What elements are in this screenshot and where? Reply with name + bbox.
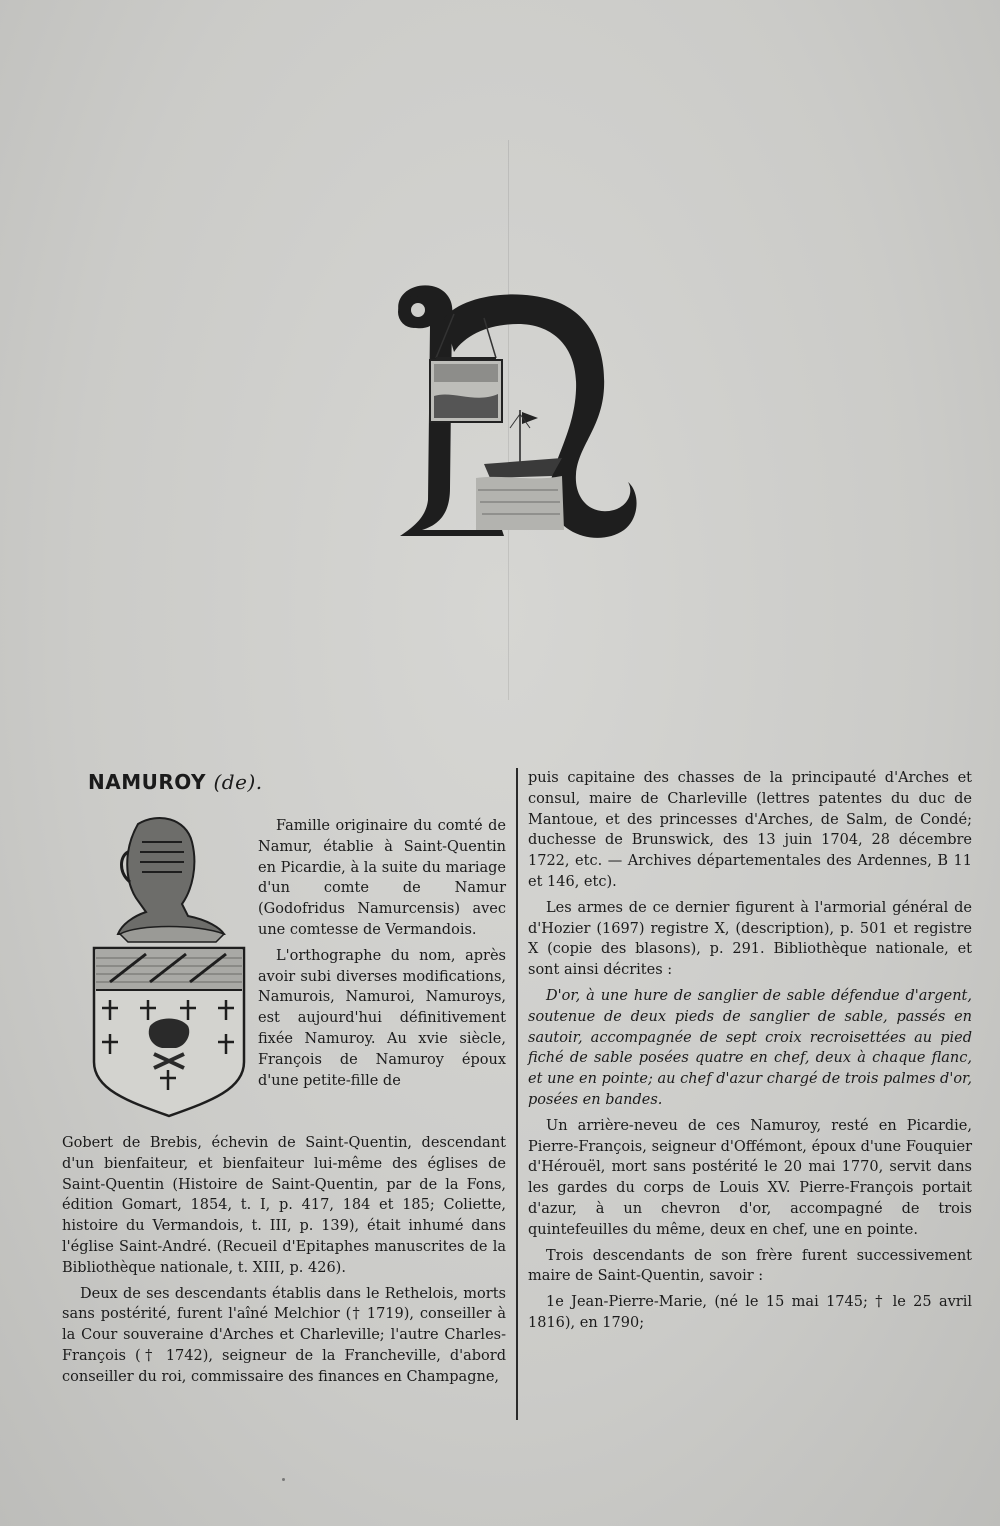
paragraph-capitaine: puis capitaine des chasses de la principauté d'Arches et consul, maire de Charleville (lettres patentes du duc de Mantoue, et des princesses d'Arches, de Salm, de Condé; duchesse de Brunswick, des 13 juin 1704, 28 décembre 1722, etc. — Archives départementales des Ardennes, B 11 et 146, etc). <box>528 770 972 890</box>
shield-icon <box>94 948 244 1116</box>
paragraph-orthography: L'orthographe du nom, après avoir subi diverses modifications, Namurois, Namuroi, Namuroys, est aujourd'hui définitivement fixée Namuroy. Au xvie siècle, François de Namuroy époux d'une petite-fille de <box>258 947 506 1089</box>
paragraph-trois-descendants: Trois descendants de son frère furent successivement maire de Saint-Quentin, savoir : <box>528 1247 972 1285</box>
paragraph-armes: Les armes de ce dernier figurent à l'armorial général de d'Hozier (1697) registre X, (description), p. 501 et registre X (copie des blasons), p. 291. Bibliothèque nationale, et sont ainsi décrites : <box>528 899 972 979</box>
paragraph-arriere-neveu: Un arrière-neveu de ces Namuroy, resté en Picardie, Pierre-François, seigneur d'Offémont, époux d'une Fouquier d'Hérouël, mort sans postérité le 20 mai 1770, servit dans les gardes du corps de Louis XV. Pierre-François portait d'azur, à un chevron d'or, accompagné de trois quintefeuilles du même, deux en chef, une en pointe. <box>528 1117 972 1238</box>
paragraph-descendants: Deux de ses descendants établis dans le Rethelois, morts sans postérité, furent l'aîné Melchior († 1719), conseiller à la Cour souveraine d'Arches et Charleville; l'autre Charles-François († 1742), seigneur de la Francheville, d'abord conseiller du roi, commissaire des finances en Champagne, <box>62 1285 506 1385</box>
column-left-bottom <box>62 1133 506 1393</box>
entry-heading <box>88 770 263 794</box>
column-rule <box>516 768 518 1420</box>
paragraph-jean-pierre-marie: 1e Jean-Pierre-Marie, (né le 15 mai 1745; † le 25 avril 1816), en 1790; <box>528 1294 972 1331</box>
speck <box>282 1478 285 1481</box>
paragraph-origin: Famille originaire du comté de Namur, établie à Saint-Quentin en Picardie, à la suite du mariage d'un comte de Namur (Godofridus Namurcensis) avec une comtesse de Vermandois. <box>258 818 506 938</box>
column-left-top <box>258 816 506 1096</box>
column-right <box>528 768 972 1339</box>
family-particle: (de). <box>213 770 263 794</box>
coat-of-arms <box>88 812 250 1118</box>
paragraph-gobert: Gobert de Brebis, échevin de Saint-Quentin, descendant d'un bienfaiteur, et bienfaiteur lui-même des églises de Saint-Quentin (Histoire de Saint-Quentin, par de la Fons, édition Gomart, 1854, t. I, p. 417, 184 et 185; Coliette, histoire du Vermandois, t. III, p. 139), était inhumé dans l'église Saint-André. (Recueil d'Epitaphes manuscrites de la Bibliothèque nationale, t. XIII, p. 426). <box>62 1135 506 1276</box>
paragraph-blason: D'or, à une hure de sanglier de sable défendue d'argent, soutenue de deux pieds de sanglier de sable, passés en sautoir, accompagnée de sept croix recroisettées au pied fiché de sable posées quatre en chef, deux à chaque flanc, et une en pointe; au chef d'azur chargé de trois palmes d'or, posées en bandes. <box>528 987 972 1108</box>
ornamental-drop-cap-n <box>392 278 642 548</box>
helmet-icon <box>118 818 224 942</box>
family-name: NAMUROY <box>88 770 207 794</box>
